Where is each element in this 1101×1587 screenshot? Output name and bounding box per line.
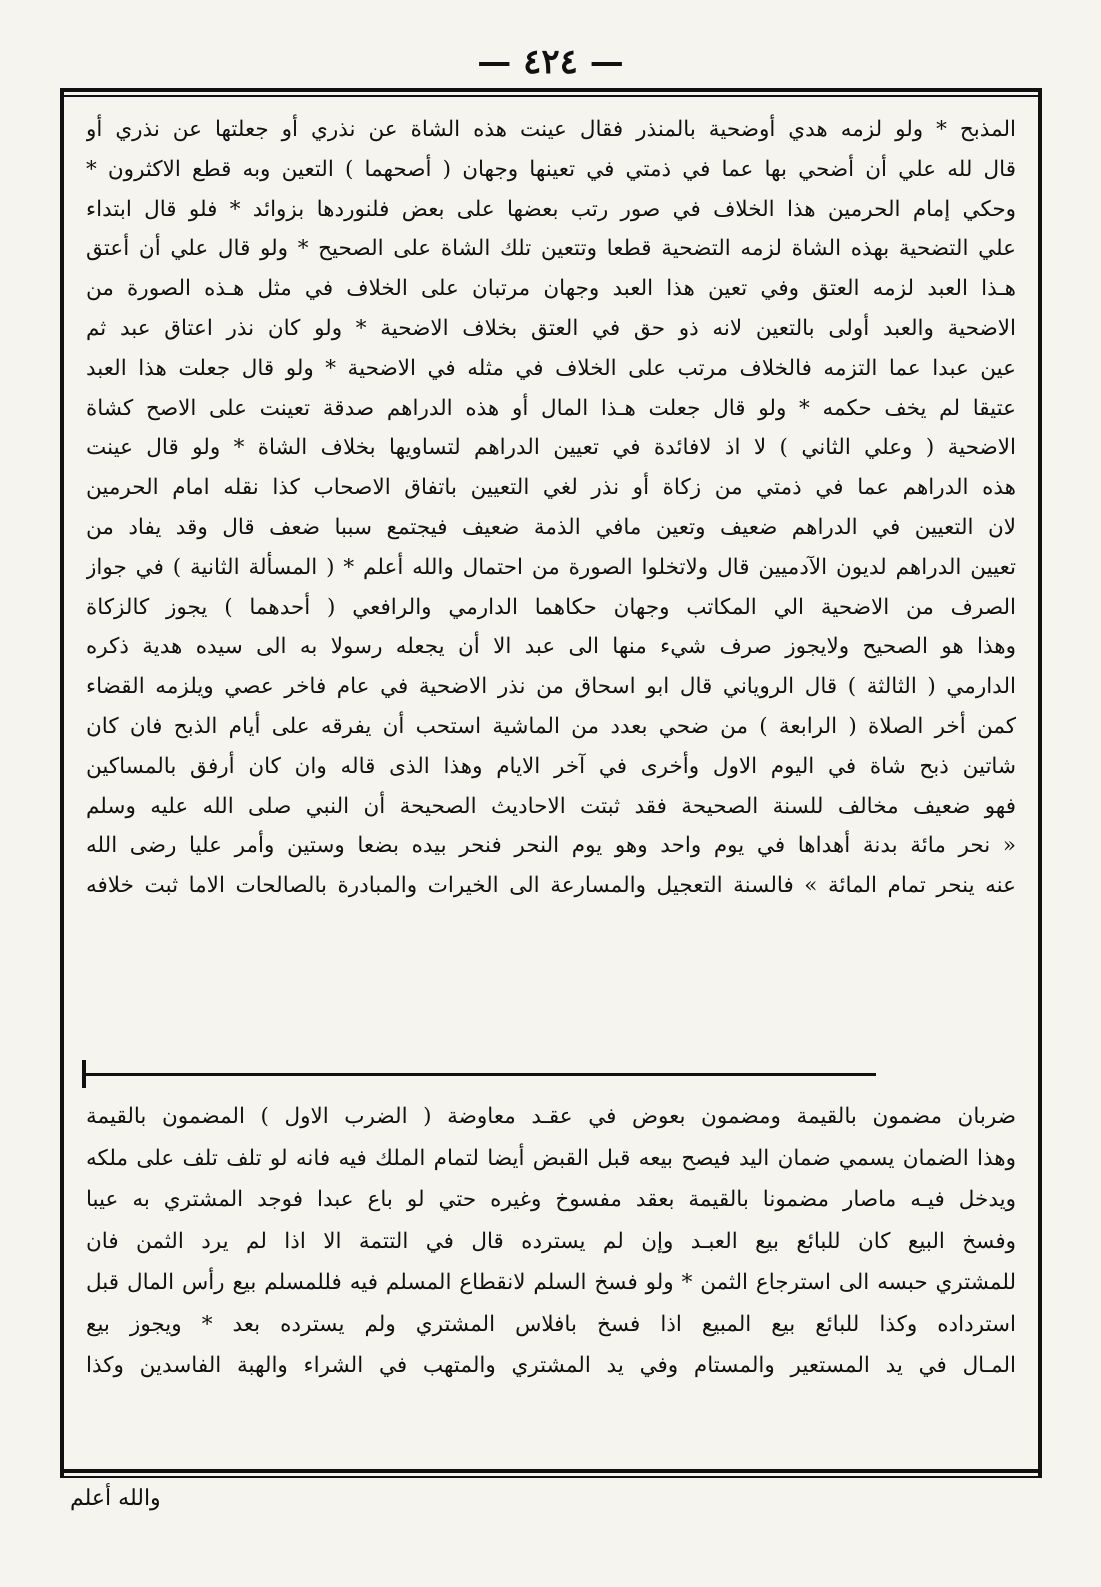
main-line: وحكي إمام الحرمين هذا الخلاف في صور رتب بعضها على بعض فلنوردها بزوائد * فلو قال ابتداء	[86, 196, 1016, 222]
main-line: تعيين الدراهم لديون الآدميين قال ولاتخلوا الصورة من احتمال والله أعلم * ( المسألة الثانية ) في جواز	[86, 554, 1016, 580]
footnote-line: ضربان مضمون بالقيمة ومضمون بعوض في عقـد معاوضة ( الضرب الاول ) المضمون بالقيمة	[86, 1104, 1016, 1129]
main-line: كمن أخر الصلاة ( الرابعة ) من ضحي بعدد من الماشية استحب أن يفرقه على أيام الذبح فان كان	[86, 713, 1016, 739]
main-line: المذبح * ولو لزمه هدي أوضحية بالمنذر فقال عينت هذه الشاة عن نذري أو جعلتها عن نذري أو	[86, 117, 1016, 142]
footnote-line: وهذا الضمان يسمي ضمان اليد فيصح بيعه قبل القبض أيضا لتمام الملك فيه فانه لو تلف تلف على ملكه	[86, 1145, 1016, 1171]
main-line: شاتين ذبح شاة في اليوم الاول وأخرى في آخر الايام وهذا الذى قاله وان كان أرفق بالمساكين	[86, 753, 1016, 779]
separator-mark	[82, 1060, 86, 1088]
main-text	[86, 110, 1016, 906]
footnote-line: المـال في يد المستعير والمستام وفي يد المشتري والمتهب في الشراء والهبة الفاسدين وكذا	[86, 1353, 1016, 1378]
page-frame	[60, 88, 1042, 1478]
page-number: — ٤٢٤ —	[477, 42, 624, 82]
main-line: عنه ينحر تمام المائة » فالسنة التعجيل والمسارعة الى الخيرات والمبادرة بالصالحات الاما ثبت خلافه	[86, 873, 1016, 899]
main-line: « نحر مائة بدنة أهداها في يوم واحد وهو يوم النحر فنحر بيده بضعا وستين وأمر عليا رضى الله	[86, 833, 1016, 859]
footnote-line: ويدخل فيـه ماصار مضمونا بالقيمة بعقد مفسوخ وغيره حتي لو باع عبدا فوجد المشتري به عيبا	[86, 1187, 1016, 1212]
main-line: هذه الدراهم عما في ذمتي من زكاة أو نذر لغي التعيين باتفاق الاصحاب كذا نقله امام الحرمين	[86, 475, 1016, 501]
main-line: الصرف من الاضحية الي المكاتب وجهان حكاهما الدارمي والرافعي ( أحدهما ) يجوز كالزكاة	[86, 594, 1016, 620]
main-line: فهو ضعيف مخالف للسنة الصحيحة فقد ثبتت الاحاديث الصحيحة أن النبي صلى الله عليه وسلم	[86, 793, 1016, 819]
main-line: علي التضحية بهذه الشاة لزمه التضحية قطعا وتتعين تلك الشاة على الصحيح * ولو قال علي أن أعتق	[86, 236, 1016, 262]
footnote-line: وفسخ البيع كان للبائع بيع العبـد وإن لم يسترده قال في التتمة الا اذا لم يرد الثمن فان	[86, 1228, 1016, 1254]
main-line: عتيقا لم يخف حكمه * ولو قال جعلت هـذا المال أو هذه الدراهم صدقة تعينت على الاصح كشاة	[86, 395, 1016, 421]
main-line: الاضحية ( وعلي الثاني ) لا اذ لافائدة في تعيين الدراهم لتساويها بخلاف الشاة * ولو قال عينت	[86, 435, 1016, 461]
main-line: هـذا العبد لزمه العتق وفي تعين هذا العبد وجهان مرتبان على الخلاف في مثل هـذه الصورة من	[86, 276, 1016, 302]
footnote-separator	[86, 1073, 876, 1076]
main-line: عين عبدا عما التزمه فالخلاف مرتب على الخلاف في مثله في الاضحية * ولو قال جعلت هذا العبد	[86, 355, 1016, 381]
footnote-text	[86, 1096, 1016, 1387]
main-line: وهذا هو الصحيح ولايجوز صرف شيء منها الى عبد الا أن يجعله رسولا به الى سيده هدية ذكره	[86, 634, 1016, 660]
footnote-line: للمشتري حبسه الى استرجاع الثمن * ولو فسخ السلم لانقطاع المسلم فيه فللمسلم بيع رأس المال قبل	[86, 1270, 1016, 1295]
footnote-line: استرداده وكذا للبائع بيع المبيع اذا فسخ بافلاس المشتري ولم يسترده بعد * ويجوز بيع	[86, 1311, 1016, 1337]
main-line: الدارمي ( الثالثة ) قال الروياني قال ابو اسحاق من نذر الاضحية في عام فاخر عصي ويلزمه القضاء	[86, 674, 1016, 700]
main-line: لان التعيين في الدراهم ضعيف وتعين مافي الذمة ضعيف فيجتمع سببا ضعف قال وقد يفاد من	[86, 514, 1016, 540]
main-line: قال لله علي أن أضحي بها عما في ذمتي في تعينها وجهان ( أصحهما ) التعين وبه قطع الاكثرون *	[86, 156, 1016, 182]
closing-note: والله أعلم	[70, 1486, 161, 1511]
main-line: الاضحية والعبد أولى بالتعين لانه ذو حق في العتق بخلاف الاضحية * ولو كان نذر اعتاق عبد ثم	[86, 315, 1016, 341]
